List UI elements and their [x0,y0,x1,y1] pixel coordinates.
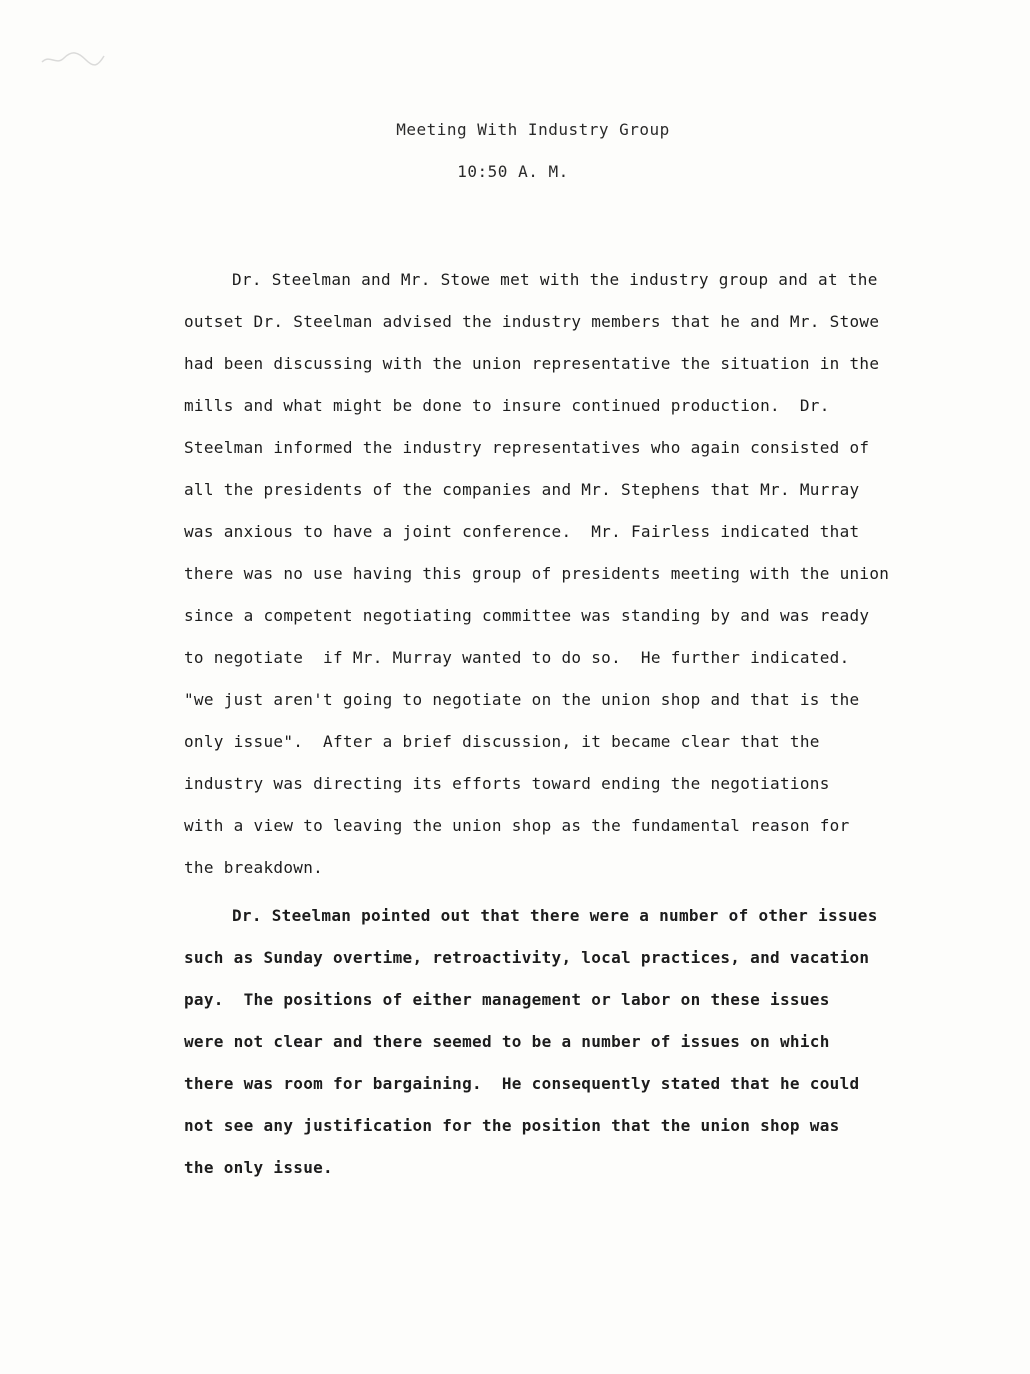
paragraph-2-line: there was room for bargaining. He consequently stated that he could [184,1074,860,1093]
paragraph-1-line: with a view to leaving the union shop as the fundamental reason for [184,816,850,835]
paragraph-1-line: had been discussing with the union representative the situation in the [184,354,880,373]
paragraph-1-line: only issue". After a brief discussion, it became clear that the [184,732,820,751]
paragraph-1-line: "we just aren't going to negotiate on the union shop and that is the [184,690,860,709]
paragraph-1-line: Dr. Steelman and Mr. Stowe met with the industry group and at the [232,270,878,289]
pencil-mark-icon [38,40,108,80]
paragraph-2-line: Dr. Steelman pointed out that there were a number of other issues [232,906,878,925]
paragraph-2-line: such as Sunday overtime, retroactivity, local practices, and vacation [184,948,870,967]
paragraph-1-line: the breakdown. [184,858,324,877]
paragraph-1-line: all the presidents of the companies and Mr. Stephens that Mr. Murray [184,480,860,499]
paragraph-1-line: was anxious to have a joint conference. Mr. Fairless indicated that [184,522,860,541]
paragraph-1-line: there was no use having this group of presidents meeting with the union [184,564,890,583]
paragraph-1-line: outset Dr. Steelman advised the industry members that he and Mr. Stowe [184,312,880,331]
paragraph-1-line: since a competent negotiating committee was standing by and was ready [184,606,870,625]
paragraph-2-line: the only issue. [184,1158,333,1177]
paragraph-2-line: pay. The positions of either management or labor on these issues [184,990,830,1009]
paragraph-1-line: mills and what might be done to insure continued production. Dr. [184,396,830,415]
paragraph-2-line: not see any justification for the position that the union shop was [184,1116,840,1135]
paragraph-2-line: were not clear and there seemed to be a number of issues on which [184,1032,830,1051]
document-title: Meeting With Industry Group [396,120,670,139]
paragraph-1-line: industry was directing its efforts toward ending the negotiations [184,774,830,793]
paragraph-1-line: Steelman informed the industry representatives who again consisted of [184,438,870,457]
paragraph-1-line: to negotiate if Mr. Murray wanted to do so. He further indicated. [184,648,850,667]
document-time: 10:50 A. M. [457,162,569,181]
